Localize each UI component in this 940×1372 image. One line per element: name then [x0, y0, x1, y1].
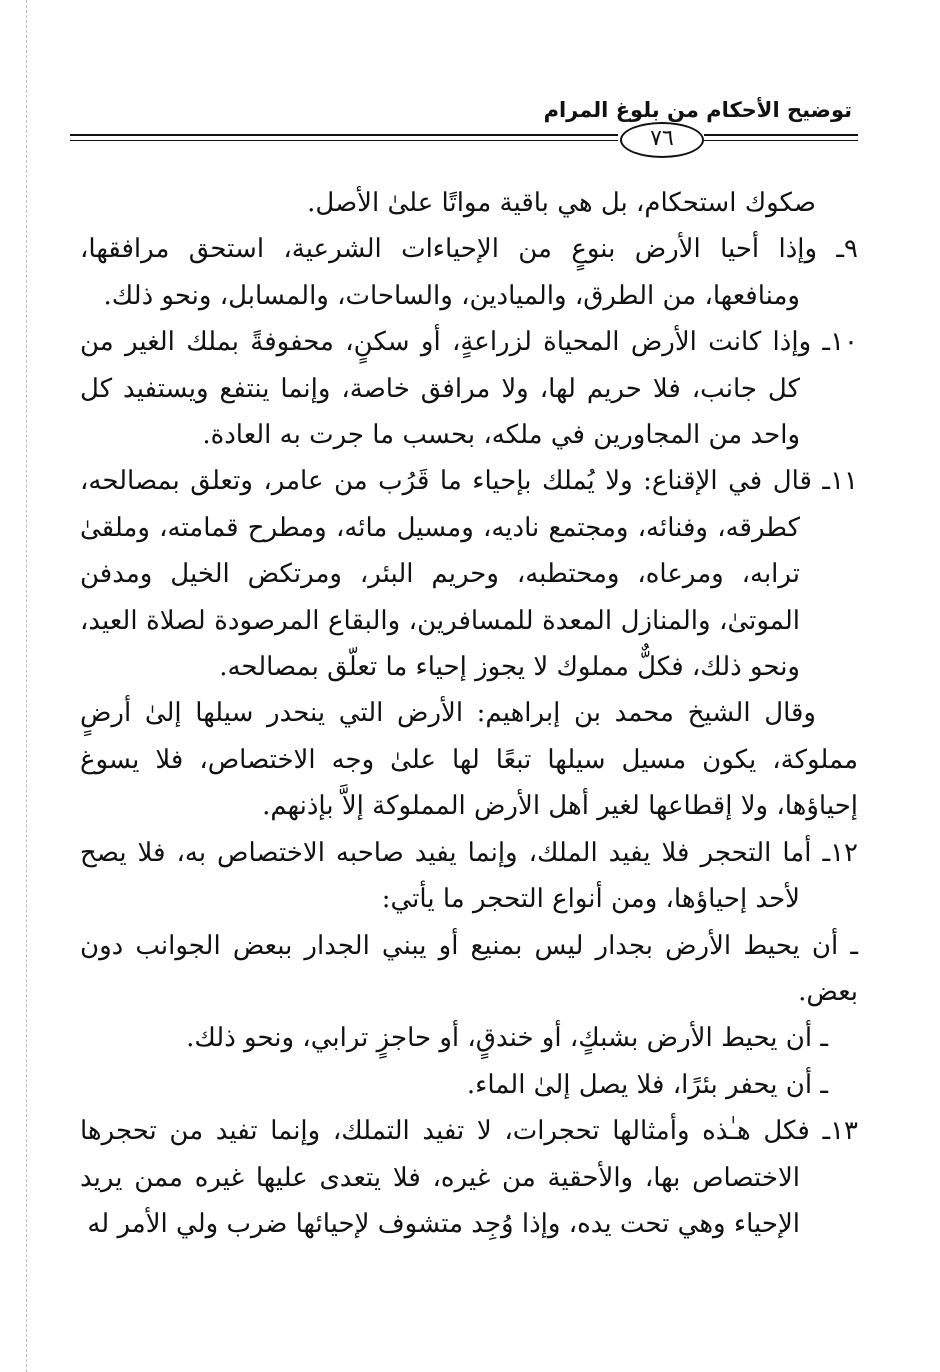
page-body	[80, 180, 858, 1247]
paragraph-continuation: صكوك استحكام، بل هي باقية مواتًا علىٰ الأصل.	[307, 188, 816, 218]
paragraph-item-12: ١٢ـ أما التحجر فلا يفيد الملك، وإنما يفيد صاحبه الاختصاص به، فلا يصح لأحد إحياؤها، ومن أنواع التحجر ما يأتي:	[80, 837, 858, 915]
paragraph-item-11: ١١ـ قال في الإقناع: ولا يُملك بإحياء ما قَرُب من عامر، وتعلق بمصالحه، كطرقه، وفنائه، ومجتمع ناديه، ومسيل مائه، ومطرح قمامته، وملقىٰ ترابه، ومرعاه، ومحتطبه، وحريم البئر، ومرتكض الخيل ومدفن الموتىٰ، والمنازل المعدة للمسافرين، والبقاع المرصودة لصلاة العيد، ونحو ذلك، فكلٌّ مملوك لا يجوز إحياء ما تعلّق بمصالحه.	[80, 466, 858, 683]
paragraph-item-10: ١٠ـ وإذا كانت الأرض المحياة لزراعةٍ، أو سكنٍ، محفوفةً بملك الغير من كل جانب، فلا حريم لها، ولا مرافق خاصة، وإنما ينتفع ويستفيد كل واحد من المجاورين في ملكه، بحسب ما جرت به العادة.	[80, 327, 858, 451]
list-item-fence: ـ أن يحيط الأرض بشبكٍ، أو خندقٍ، أو حاجزٍ ترابي، ونحو ذلك.	[186, 1023, 828, 1054]
list-item-wall: ـ أن يحيط الأرض بجدار ليس بمنيع أو يبني الجدار ببعض الجوانب دون بعض.	[80, 930, 858, 1007]
list-item-well: ـ أن يحفر بئرًا، فلا يصل إلىٰ الماء.	[466, 1069, 828, 1100]
page-number: ٧٦	[620, 122, 704, 158]
book-title: توضيح الأحكام من بلوغ المرام	[543, 98, 852, 122]
header-rule-right-thin	[704, 140, 858, 141]
running-header	[70, 96, 858, 156]
page-edge-line	[26, 0, 27, 1372]
header-rule-left	[70, 134, 618, 136]
paragraph-quote-sheikh: وقال الشيخ محمد بن إبراهيم: الأرض التي ينحدر سيلها إلىٰ أرضٍ مملوكة، يكون مسيل سيلها تبعًا لها علىٰ وجه الاختصاص، فلا يسوغ إحياؤها، ولا إقطاعها لغير أهل الأرض المملوكة إلاَّ بإذنهم.	[80, 698, 858, 822]
header-rule-left-thin	[70, 140, 618, 141]
paragraph-item-13: ١٣ـ فكل هـٰذه وأمثالها تحجرات، لا تفيد التملك، وإنما تفيد من تحجرها الاختصاص بها، والأحقية من غيره، فلا يتعدى عليها غيره ممن يريد الإحياء وهي تحت يده، وإذا وُجِد متشوف لإحيائها ضرب ولي الأمر له	[80, 1116, 858, 1239]
paragraph-item-9: ٩ـ وإذا أحيا الأرض بنوعٍ من الإحياءات الشرعية، استحق مرافقها، ومنافعها، من الطرق، والميادين، والساحات، والمسابل، ونحو ذلك.	[80, 234, 858, 311]
header-rule-right	[704, 134, 858, 136]
